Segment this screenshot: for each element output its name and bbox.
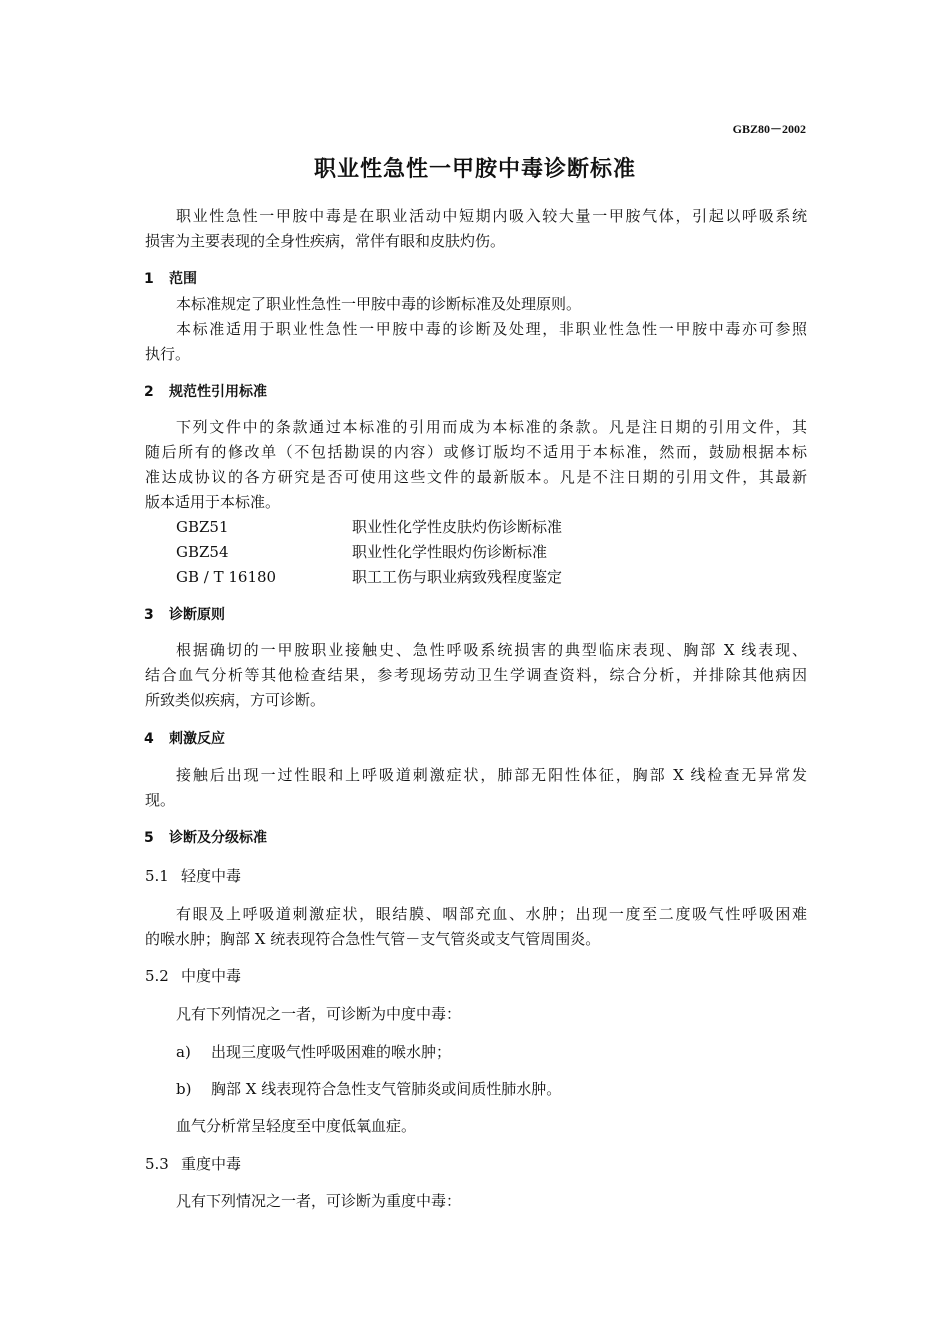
intro-line: 损害为主要表现的全身性疾病，常伴有眼和皮肤灼伤。: [145, 232, 506, 250]
section-heading: [144, 604, 225, 624]
subsection-number: 5.1: [145, 867, 169, 885]
intro-line: 职业性急性一甲胺中毒是在职业活动中短期内吸入较大量一甲胺气体，引起以呼吸系统: [176, 207, 807, 225]
paragraph-line: 版本适用于本标准。: [145, 493, 281, 511]
paragraph-line: 下列文件中的条款通过本标准的引用而成为本标准的条款。凡是注日期的引用文件，其: [176, 418, 807, 436]
subsection-title: 轻度中毒: [181, 867, 242, 885]
reference-title: 职业性化学性皮肤灼伤诊断标准: [352, 518, 563, 536]
paragraph-line: 接触后出现一过性眼和上呼吸道刺激症状，肺部无阳性体征，胸部 X 线检查无异常发: [176, 766, 807, 784]
section-number: 3: [144, 607, 154, 623]
paragraph-line: 执行。: [145, 345, 191, 363]
section-title: 规范性引用标准: [169, 384, 267, 400]
reference-code: GBZ51: [176, 518, 229, 536]
subsection-title: 中度中毒: [181, 967, 242, 985]
reference-code: GB / T 16180: [176, 568, 277, 586]
paragraph-line: 的喉水肿；胸部 X 统表现符合急性气管－支气管炎或支气管周围炎。: [145, 930, 601, 948]
section-number: 2: [144, 384, 154, 400]
section-title: 刺激反应: [169, 731, 225, 747]
subsection-title: 重度中毒: [181, 1155, 242, 1173]
section-number: 5: [144, 830, 154, 846]
page-title: 职业性急性一甲胺中毒诊断标准: [313, 157, 636, 182]
section-heading: [144, 728, 225, 748]
section-heading: [144, 268, 197, 288]
paragraph-line: 根据确切的一甲胺职业接触史、急性呼吸系统损害的典型临床表现、胸部 X 线表现、: [176, 641, 807, 659]
subsection-number: 5.3: [145, 1155, 169, 1173]
section-title: 范围: [169, 271, 197, 287]
paragraph-line: 现。: [145, 791, 176, 809]
reference-title: 职工工伤与职业病致残程度鉴定: [352, 568, 563, 586]
paragraph-line: 结合血气分析等其他检查结果，参考现场劳动卫生学调查资料，综合分析，并排除其他病因: [145, 666, 807, 684]
paragraph-line: 有眼及上呼吸道刺激症状，眼结膜、咽部充血、水肿；出现一度至二度吸气性呼吸困难: [176, 905, 807, 923]
section-number: 1: [144, 271, 154, 287]
subsection-heading: [145, 964, 241, 989]
subsection-heading: [145, 1152, 241, 1177]
paragraph-line: 准达成协议的各方研究是否可使用这些文件的最新版本。凡是不注日期的引用文件，其最新: [145, 468, 807, 486]
list-item-text: 出现三度吸气性呼吸困难的喉水肿；: [211, 1043, 452, 1061]
reference-code: GBZ54: [176, 543, 229, 561]
paragraph-line: 本标准适用于职业性急性一甲胺中毒的诊断及处理，非职业性急性一甲胺中毒亦可参照: [176, 320, 807, 338]
section-heading: [144, 827, 267, 847]
subsection-number: 5.2: [145, 967, 169, 985]
section-number: 4: [144, 731, 154, 747]
subsection-heading: [145, 864, 241, 889]
paragraph-line: 本标准规定了职业性急性一甲胺中毒的诊断标准及处理原则。: [176, 295, 582, 313]
paragraph-line: 所致类似疾病，方可诊断。: [145, 691, 326, 709]
list-item-label: b): [176, 1080, 192, 1098]
paragraph-line: 随后所有的修改单（不包括勘误的内容）或修订版均不适用于本标准，然而，鼓励根据本标: [145, 443, 807, 461]
section-title: 诊断原则: [169, 607, 225, 623]
list-item-label: a): [176, 1043, 191, 1061]
paragraph-line: 凡有下列情况之一者，可诊断为中度中毒：: [176, 1005, 462, 1023]
section-heading: [144, 381, 267, 401]
paragraph-line: 血气分析常呈轻度至中度低氧血症。: [176, 1117, 417, 1135]
paragraph-line: 凡有下列情况之一者，可诊断为重度中毒：: [176, 1192, 462, 1210]
reference-title: 职业性化学性眼灼伤诊断标准: [352, 543, 548, 561]
standard-code: GBZ80－2002: [732, 122, 806, 136]
list-item-text: 胸部 X 线表现符合急性支气管肺炎或间质性肺水肿。: [211, 1080, 562, 1098]
section-title: 诊断及分级标准: [169, 830, 267, 846]
